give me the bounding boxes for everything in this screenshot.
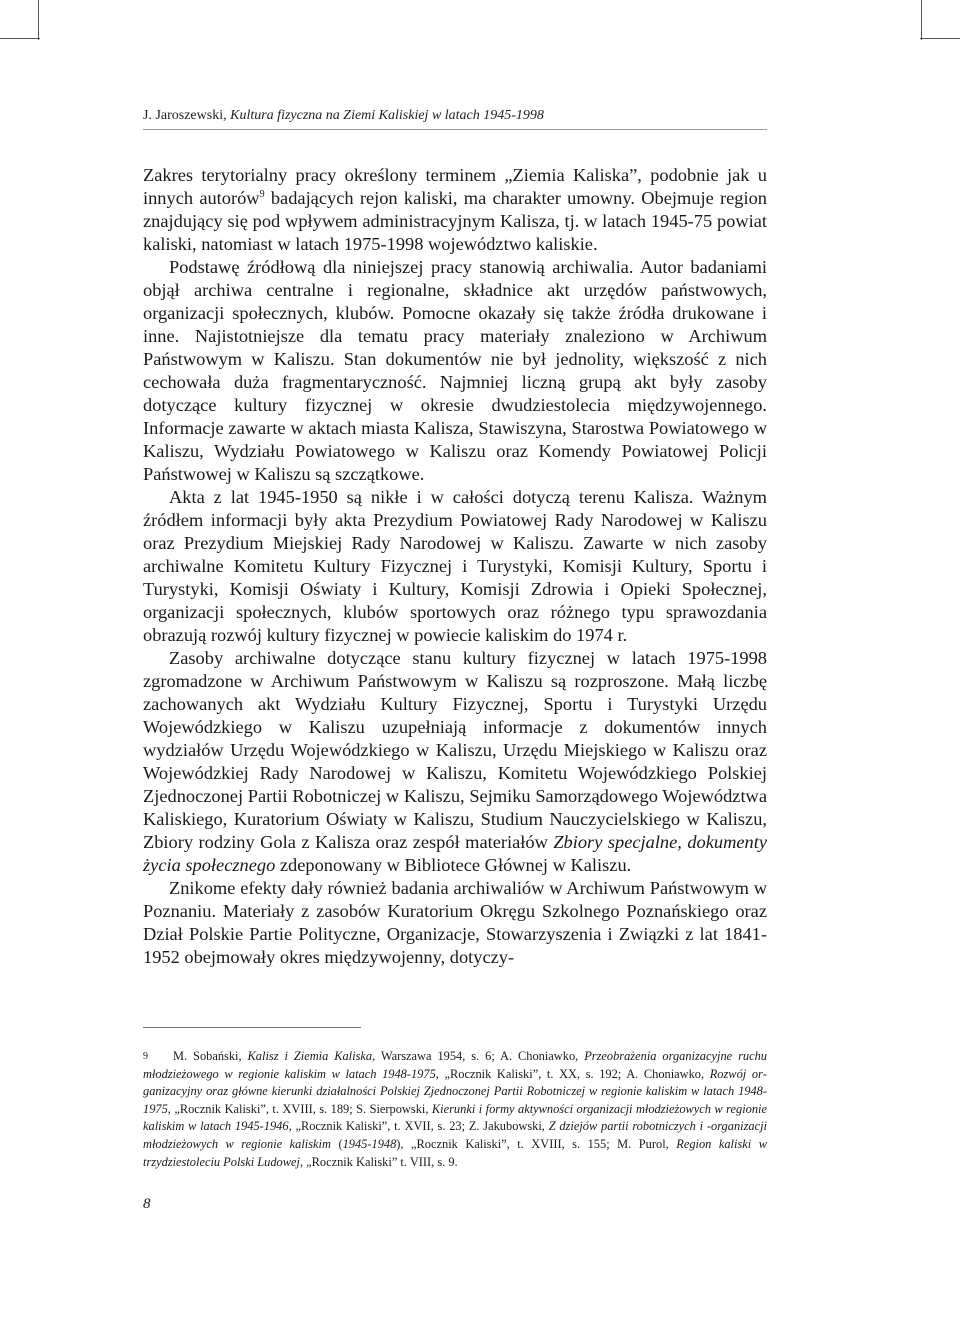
fn-italic: Przeobrażenia organizacyjne ruchu młodzieżowego w regionie kaliskim w latach 1948-1975	[143, 1049, 767, 1081]
paragraph-4	[143, 647, 767, 877]
page-number: 8	[143, 1196, 151, 1212]
crop-mark	[38, 0, 39, 40]
fn-italic: Rozwój organizacyjny oraz główne kierunki działalności Polskiej Zjednoczonej Partii Robotniczej w regionie kaliskim w latach 1948-1975	[143, 1066, 767, 1116]
paragraph-4-italic: Zbiory specjalne, dokumenty życia społecznego	[143, 832, 768, 875]
footnote-rule	[143, 1027, 361, 1028]
footnote-ref-9[interactable]: 9	[259, 188, 265, 200]
fn-text: , „Rocznik Kaliski”, t. XVII, s. 23; Z. Jakubowski,	[288, 1119, 549, 1134]
paragraph-4-text-b: zdeponowany w Bibliotece Głównej w Kaliszu.	[275, 855, 632, 875]
footnote-9	[143, 1048, 767, 1171]
crop-mark	[0, 38, 40, 39]
paragraph-1-text-b: badających rejon kaliski, ma charakter umowny. Obejmuje region znajdujący się pod wpływem administracyjnym Kalisza, tj. w latach 1945-75 powiat kaliski, natomiast w latach 1975-1998 województwo kaliskie.	[143, 188, 767, 254]
footnote-number: 9	[143, 1051, 148, 1062]
fn-text: , Warszawa 1954, s. 6; A. Choniawko,	[372, 1049, 585, 1063]
fn-italic: Kalisz i Ziemia Kaliska	[247, 1049, 373, 1063]
paragraph-4-text-a: Zasoby archiwalne dotyczące stanu kultury fizycznej w latach 1975-1998 zgromadzone w Archiwum Państwowym w Kaliszu są rozproszone. Małą liczbę zachowanych akt Wydziału Kultury Fizycznej, Sportu i Turystyki Urzędu Wojewódzkiego w Kaliszu uzupełniają informacje z dokumentów innych wydziałów Urzędu Wojewódzkiego w Kaliszu, Urzędu Miejskiego w Kaliszu oraz Wojewódzkiej Rady Narodowej w Kaliszu, Komitetu Wojewódzkiego Polskiej Zjednoczonej Partii Robotniczej w Kaliszu, Sejmiku Samorządowego Województwa Kaliskiego, Kuratorium Oświaty w Kaliszu, Studium Nauczycielskiego w Kaliszu, Zbiory rodziny Gola z Kalisza oraz zespół materiałów	[143, 648, 767, 852]
paragraph-2: Podstawę źródłową dla niniejszej pracy stanowią archiwalia. Autor badaniami objął archiwa centralne i regionalne, składnice akt urzędów państwowych, organizacji społecznych, klubów. Pomocne okazały się także źródła drukowane i inne. Najistotniejsze dla tematu pracy materiały znaleziono w Archiwum Państwowym w Kaliszu. Stan dokumentów nie był jednolity, większość z nich cechowała duża fragmentaryczność. Najmniej liczną grupą akt były zasoby dotyczące kultury fizycznej w okresie dwudziestolecia międzywojennego. Informacje zawarte w aktach miasta Kalisza, Stawiszyna, Starostwa Powiatowego w Kaliszu, Wydziału Powiatowego w Kaliszu oraz Komendy Powiatowej Policji Państwowej w Kaliszu są szczątkowe.	[143, 257, 767, 484]
body-text	[143, 164, 767, 969]
crop-mark	[921, 0, 922, 40]
header-title: Kultura fizyczna na Ziemi Kaliskiej w latach 1945-1998	[230, 108, 544, 123]
crop-mark	[920, 38, 960, 39]
paragraph-3: Akta z lat 1945-1950 są nikłe i w całości dotyczą terenu Kalisza. Ważnym źródłem informacji były akta Prezydium Powiatowej Rady Narodowej w Kaliszu oraz Prezydium Miejskiej Rady Narodowej w Kaliszu. Zawarte w nich zasoby archiwalne Komitetu Kultury Fizycznej i Turystyki, Komisji Kultury, Sportu i Turystyki, Komisji Oświaty i Kultury, Komisji Zdrowia i Opieki Społecznej, organizacji społecznych, klubów sportowych oraz różnego typu sprawozdania obrazują rozwój kultury fizycznej w powiecie kaliskim do 1974 r.	[143, 487, 767, 645]
fn-text: , „Rocznik Kaliski”, t. XX, s. 192; A. Choniawko,	[435, 1066, 710, 1081]
fn-text: (	[330, 1136, 343, 1151]
header-author: J. Jaroszewski,	[143, 108, 231, 123]
fn-italic: Region kaliski w trzydziestoleciu Polski Ludowej	[143, 1136, 767, 1169]
fn-text: ), „Rocznik Kaliski”, t. XVIII, s. 155; M. Purol,	[396, 1136, 677, 1151]
running-header	[143, 108, 768, 124]
fn-text: , „Rocznik Kaliski”, t. XVIII, s. 189; S. Sierpowski,	[167, 1101, 432, 1116]
header-rule	[143, 129, 767, 130]
paragraph-5: Znikome efekty dały również badania archiwaliów w Archiwum Państwowym w Poznaniu. Materiały z zasobów Kuratorium Okręgu Szkolnego Poznańskiego oraz Dział Polskie Partie Polityczne, Organizacje, Stowarzyszenia i Związki z lat 1841-1952 obejmowały okres międzywojenny, dotyczy-	[143, 878, 767, 967]
paragraph-1-text-a: Zakres terytorialny pracy określony terminem „Ziemia Kaliska”, podobnie jak u innych autorów	[143, 165, 767, 208]
paragraph-1	[143, 164, 767, 256]
fn-italic: Kierunki i formy aktywności organizacji młodzieżowych w regionie kaliskim w latach 1945-1946	[143, 1101, 767, 1134]
fn-italic: 1945-1948	[342, 1136, 397, 1151]
fn-text: , „Rocznik Kaliski” t. VIII, s. 9.	[299, 1154, 458, 1169]
fn-text: M. Sobański,	[173, 1049, 248, 1063]
fn-italic: Z dziejów partii robotniczych i -organizacji młodzieżowych w regionie kaliskim	[143, 1119, 767, 1151]
